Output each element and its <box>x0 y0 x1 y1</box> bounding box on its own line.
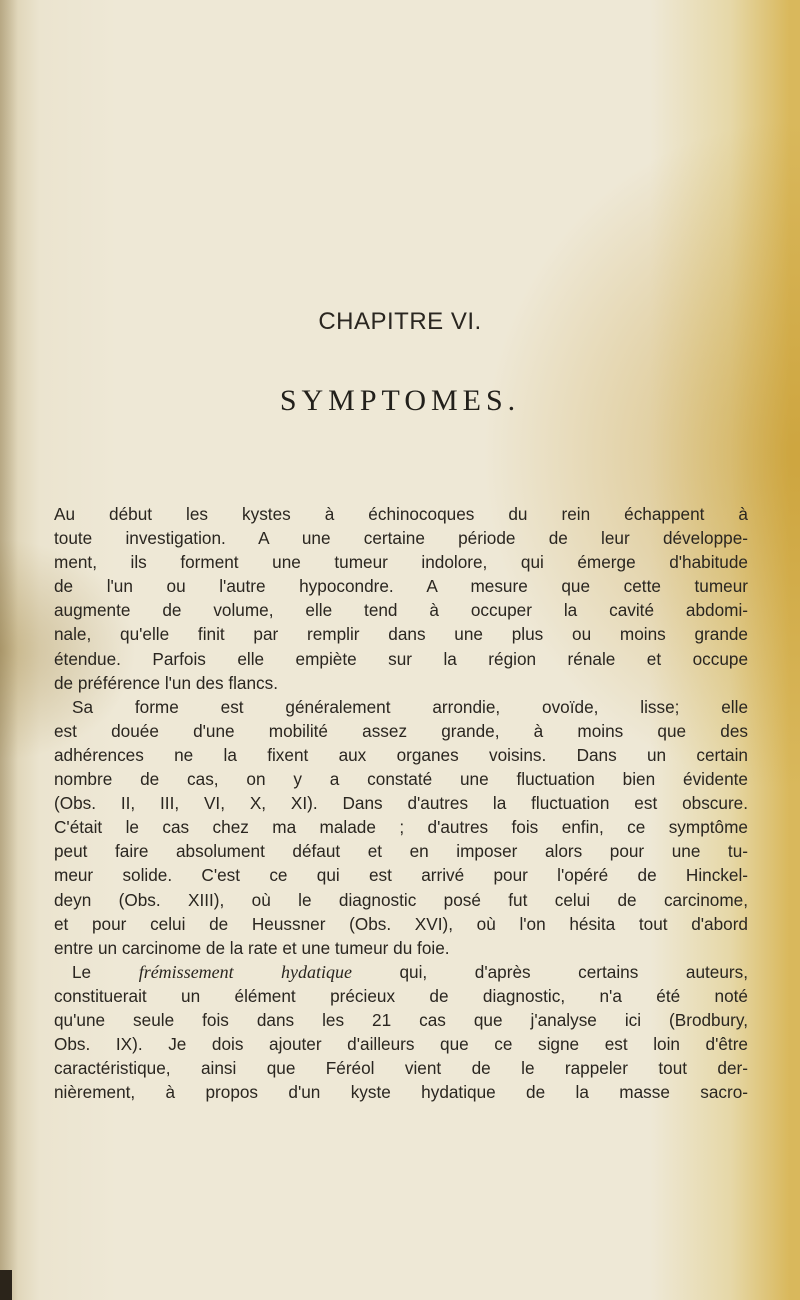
text-line: est douée d'une mobilité assez grande, à moins que des <box>54 720 748 741</box>
text-line: Obs. IX). Je dois ajouter d'ailleurs que ce signe est loin d'être <box>54 1034 748 1055</box>
text-line: de préférence l'un des flancs. <box>54 672 278 693</box>
text-line: C'était le cas chez ma malade ; d'autres fois enfin, ce symptôme <box>54 817 748 838</box>
text-line: (Obs. II, III, VI, X, XI). Dans d'autres la fluctuation est obscure. <box>54 793 748 814</box>
text-line: nale, qu'elle finit par remplir dans une plus ou moins grande <box>54 624 748 645</box>
text-line: nombre de cas, on y a constaté une fluctuation bien évidente <box>54 769 748 790</box>
binding-mark <box>0 1270 12 1300</box>
text-line: deyn (Obs. XIII), où le diagnostic posé fut celui de carcinome, <box>54 889 748 910</box>
text-line: toute investigation. A une certaine période de leur développe- <box>54 528 748 549</box>
italic-term: frémissement hydatique <box>138 961 352 982</box>
text-line: caractéristique, ainsi que Féréol vient de le rappeler tout der- <box>54 1058 748 1079</box>
text-line: qu'une seule fois dans les 21 cas que j'analyse ici (Brodbury, <box>54 1009 748 1030</box>
text-line: adhérences ne la fixent aux organes voisins. Dans un certain <box>54 744 748 765</box>
text-line: meur solide. C'est ce qui est arrivé pour l'opéré de Hinckel- <box>54 865 748 886</box>
body-text <box>54 502 748 1104</box>
text-line: Sa forme est généralement arrondie, ovoïde, lisse; elle <box>72 696 748 717</box>
text-prefix: Le <box>72 961 92 982</box>
text-line: ment, ils forment une tumeur indolore, qui émerge d'habitude <box>54 552 748 573</box>
text-line: entre un carcinome de la rate et une tumeur du foie. <box>54 937 450 958</box>
text-suffix: qui, d'après certains auteurs, <box>399 961 748 982</box>
text-line-mixed <box>54 960 748 984</box>
text-line: constituerait un élément précieux de diagnostic, n'a été noté <box>54 985 748 1006</box>
text-line: nièrement, à propos d'un kyste hydatique de la masse sacro- <box>54 1082 748 1103</box>
chapter-heading: CHAPITRE VI. <box>318 308 482 335</box>
spine-shadow <box>0 0 18 1300</box>
text-line: augmente de volume, elle tend à occuper la cavité abdomi- <box>54 600 748 621</box>
text-line: Au début les kystes à échinocoques du rein échappent à <box>54 504 748 524</box>
text-line: de l'un ou l'autre hypocondre. A mesure que cette tumeur <box>54 576 748 597</box>
text-line: peut faire absolument défaut et en imposer alors pour une tu- <box>54 841 748 862</box>
text-line: et pour celui de Heussner (Obs. XVI), où l'on hésita tout d'abord <box>54 913 748 934</box>
section-title: SYMPTOMES. <box>279 384 521 417</box>
text-line: étendue. Parfois elle empiète sur la région rénale et occupe <box>54 648 748 669</box>
